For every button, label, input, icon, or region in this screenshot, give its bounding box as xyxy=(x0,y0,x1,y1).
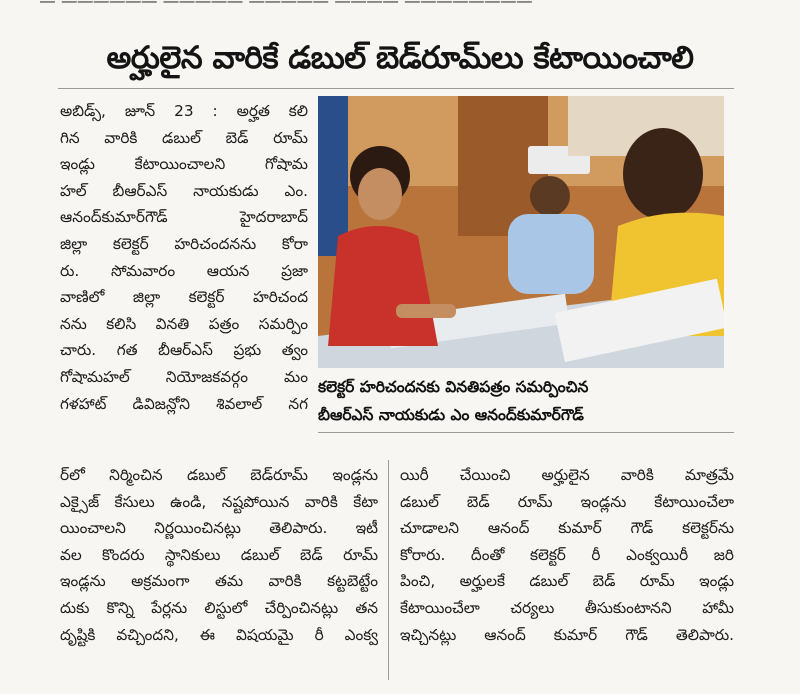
story-line: దుకు కొన్ని పేర్లను లిస్టులో చేర్పించినట్లు తన xyxy=(60,598,378,617)
story-line: ఆనంద్‌కుమార్‌గౌడ్ హైదరాబాద్ xyxy=(60,208,308,227)
cropped-previous-text xyxy=(0,0,800,26)
story-line: కేటాయించేలా చర్యలు తీసుకుంటానని హామీ xyxy=(400,598,734,617)
cropped-text-fragment: ― ―――――― ――――― ――――― ―――― ―――――――― xyxy=(40,0,533,10)
story-line: హల్ బీఆర్ఎస్ నాయకుడు ఎం. xyxy=(60,181,308,200)
story-line: డబుల్ బెడ్ రూమ్ ఇండ్లను కేటాయించేలా xyxy=(400,492,734,511)
headline-rule xyxy=(58,88,734,89)
caption-line-1: కలెక్టర్ హరిచందనకు వినతిపత్రం సమర్పించిన xyxy=(318,378,589,396)
story-line: నను కలిసి వినతి పత్రం సమర్పిం xyxy=(60,314,308,333)
story-line: రు. సోమవారం ఆయన ప్రజా xyxy=(60,261,308,280)
story-line: ఇండ్లు కేటాయించాలని గోషామ xyxy=(60,155,308,174)
photo-caption xyxy=(318,373,724,429)
story-line: గళహాట్ డివిజన్లోని శివలాల్ నగ xyxy=(60,394,308,413)
story-line: గిన వారికి డబుల్ బెడ్ రూమ్ xyxy=(60,128,308,147)
story-line: ఎక్సైజ్ కేసులు ఉండి, నష్టపోయిన వారికి కేటా xyxy=(60,492,378,511)
story-line: కోరారు. దీంతో కలెక్టర్ రీ ఎంక్వయిరీ జరి xyxy=(400,545,734,564)
news-photo xyxy=(318,96,724,368)
story-line: చూడాలని ఆనంద్ కుమార్ గౌడ్ కలెక్టర్‌ను xyxy=(400,519,734,538)
column-divider xyxy=(388,460,389,680)
story-line: ఇచ్చినట్లు ఆనంద్ కుమార్ గౌడ్ తెలిపారు. xyxy=(400,625,734,644)
story-line: గోషామహల్ నియోజకవర్గం మం xyxy=(60,367,308,386)
story-line: జిల్లా కలెక్టర్ హరిచందనను కోరా xyxy=(60,234,308,253)
story-column-right-bottom xyxy=(400,462,734,648)
story-line: చారు. గత బీఆర్ఎస్ ప్రభు త్వం xyxy=(60,341,308,360)
article-headline: అర్హులైన వారికే డబుల్ బెడ్‌రూమ్‌లు కేటాయించాలి xyxy=(106,40,694,76)
story-line: పించి, అర్హులకే డబుల్ బెడ్ రూమ్ ఇండ్లు xyxy=(400,572,734,591)
story-column-left-bottom xyxy=(60,462,378,648)
story-line: యిరీ చేయించి అర్హులైన వారికి మాత్రమే xyxy=(400,466,734,484)
story-line: వాణిలో జిల్లా కలెక్టర్ హరిచంద xyxy=(60,288,308,307)
story-line: ర్‌లో నిర్మించిన డబుల్ బెడ్‌రూమ్ ఇండ్లను xyxy=(60,466,378,484)
story-column-left-top xyxy=(60,98,308,417)
story-line: యించాలని నిర్ణయించినట్లు తెలిపారు. ఇటీ xyxy=(60,519,378,538)
story-line: వల కొందరు స్థానికులు డబుల్ బెడ్ రూమ్ xyxy=(60,545,378,564)
caption-rule xyxy=(318,432,734,433)
story-line: దృష్టికి వచ్చిందని, ఈ విషయమై రీ ఎంక్వ xyxy=(60,625,378,644)
story-line: ఇండ్లను అక్రమంగా తమ వారికి కట్టబెట్టేం xyxy=(60,572,378,591)
caption-line-2: బీఆర్ఎస్ నాయకుడు ఎం ఆనంద్‌కుమార్‌గౌడ్ xyxy=(318,406,584,424)
story-line: అబిడ్స్, జూన్ 23 : అర్హత కలి xyxy=(60,102,308,120)
photo-illustration xyxy=(318,96,724,368)
